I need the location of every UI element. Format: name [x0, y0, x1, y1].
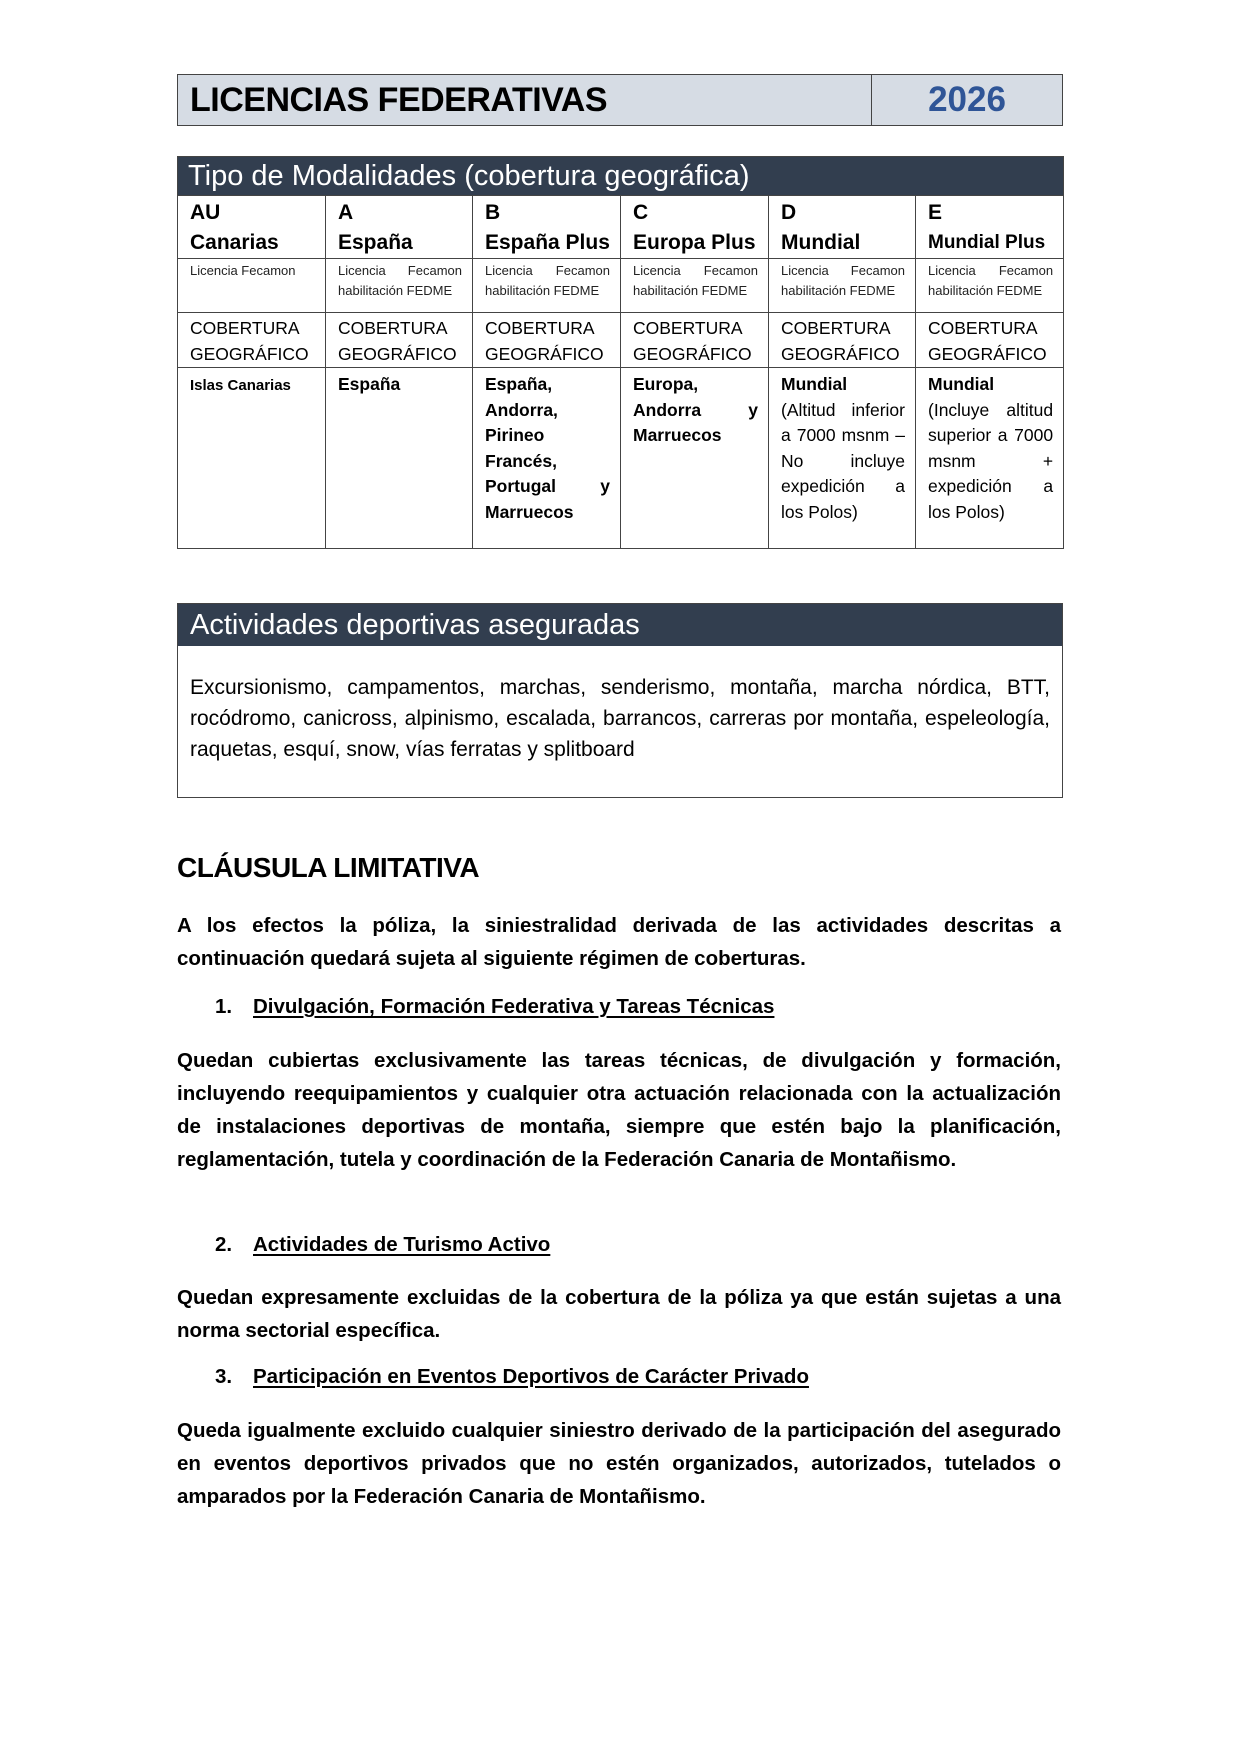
- licencia-cell: Licencia Fecamon habilitación FEDME: [473, 259, 621, 313]
- modality-name: Mundial: [781, 231, 861, 254]
- geo-region: Mundial: [781, 374, 848, 394]
- licencia-cell: Licencia Fecamon habilitación FEDME: [621, 259, 769, 313]
- modality-code: A: [338, 201, 354, 224]
- geo-cell: [473, 368, 621, 549]
- geo-cell: [326, 368, 473, 549]
- cobertura-label: COBERTURA: [485, 318, 595, 338]
- cobertura-label: GEOGRÁFICO: [485, 344, 604, 364]
- geo-detail: (Incluye altitud superior a 7000 msnm + expedición a los Polos): [928, 399, 1054, 522]
- geo-region: España, Andorra, Pirineo Francés, Portugal y Marruecos: [485, 374, 610, 522]
- cobertura-label: COBERTURA: [190, 318, 300, 338]
- cobertura-label: GEOGRÁFICO: [781, 344, 900, 364]
- clausula-title: CLÁUSULA LIMITATIVA: [177, 852, 480, 883]
- cobertura-label: GEOGRÁFICO: [338, 344, 457, 364]
- modality-code: C: [633, 201, 649, 224]
- modality-name: España Plus: [485, 231, 610, 254]
- modalidades-heading: Tipo de Modalidades (cobertura geográfica): [178, 157, 1064, 196]
- cobertura-cell: [178, 313, 326, 368]
- clausula-item-3-text: Queda igualmente excluido cualquier siniestro derivado de la participación del asegurado en eventos deportivos privados que no estén organizados, autorizados, tutelados o amparados por la Federación Canaria de Montañismo.: [177, 1419, 1061, 1508]
- cobertura-cell: [916, 313, 1064, 368]
- modality-a-header: [326, 196, 473, 259]
- cobertura-label: GEOGRÁFICO: [928, 344, 1047, 364]
- list-title: Participación en Eventos Deportivos de Carácter Privado: [253, 1365, 809, 1388]
- cobertura-label: COBERTURA: [781, 318, 891, 338]
- document-year: 2026: [928, 80, 1006, 119]
- licencia-cell: Licencia Fecamon habilitación FEDME: [769, 259, 916, 313]
- cobertura-cell: [769, 313, 916, 368]
- document-title: LICENCIAS FEDERATIVAS: [178, 75, 872, 125]
- modality-header-row: [178, 196, 1064, 259]
- modality-c-header: [621, 196, 769, 259]
- cobertura-label: COBERTURA: [338, 318, 448, 338]
- modality-name: Mundial Plus: [928, 232, 1046, 253]
- modality-d-header: [769, 196, 916, 259]
- modality-code: D: [781, 201, 797, 224]
- geo-detail: (Altitud inferior a 7000 msnm – No incluye expedición a los Polos): [781, 399, 905, 522]
- cobertura-label: GEOGRÁFICO: [190, 344, 309, 364]
- list-title: Actividades de Turismo Activo: [253, 1233, 551, 1256]
- actividades-heading: Actividades deportivas aseguradas: [178, 604, 1062, 646]
- list-title: Divulgación, Formación Federativa y Tareas Técnicas: [253, 995, 775, 1018]
- cobertura-row: [178, 313, 1064, 368]
- cobertura-label: COBERTURA: [633, 318, 743, 338]
- modality-code: AU: [190, 201, 221, 224]
- modality-code: E: [928, 201, 943, 224]
- modality-e-header: [916, 196, 1064, 259]
- actividades-text: Excursionismo, campamentos, marchas, senderismo, montaña, marcha nórdica, BTT, rocódromo, canicross, alpinismo, escalada, barrancos, carreras por montaña, espeleología, raquetas, esquí, snow, vías ferratas y splitboard: [190, 676, 1050, 761]
- document-title-box: [177, 74, 1063, 126]
- modalidades-table: [177, 156, 1064, 549]
- actividades-box: [177, 603, 1063, 798]
- licencia-row: [178, 259, 1064, 313]
- geo-cell: [178, 368, 326, 549]
- geo-cell: [621, 368, 769, 549]
- modality-name: Canarias: [190, 231, 279, 254]
- cobertura-cell: [326, 313, 473, 368]
- clausula-item-2-heading: [215, 1233, 550, 1257]
- clausula-item-2-text: Quedan expresamente excluidas de la cobertura de la póliza ya que están sujetas a una norma sectorial específica.: [177, 1286, 1061, 1342]
- list-number: 3.: [215, 1365, 233, 1388]
- modality-name: Europa Plus: [633, 231, 756, 254]
- clausula-item-3-heading: [215, 1365, 809, 1389]
- licencia-cell: Licencia Fecamon: [178, 259, 326, 313]
- clausula-item-1-heading: [215, 995, 774, 1019]
- clausula-item-1-text: Quedan cubiertas exclusivamente las tareas técnicas, de divulgación y formación, incluyendo reequipamientos y cualquier otra actuación relacionada con la actualización de instalaciones deportivas de montaña, siempre que estén bajo la planificación, reglamentación, tutela y coordinación de la Federación Canaria de Montañismo.: [177, 1049, 1061, 1171]
- cobertura-label: COBERTURA: [928, 318, 1038, 338]
- list-number: 2.: [215, 1233, 233, 1256]
- clausula-intro: A los efectos la póliza, la siniestralidad derivada de las actividades descritas a continuación quedará sujeta al siguiente régimen de coberturas.: [177, 914, 1061, 970]
- geo-region: Mundial: [928, 374, 995, 394]
- geo-region: Islas Canarias: [190, 377, 291, 394]
- modality-code: B: [485, 201, 501, 224]
- geo-region: Europa, Andorra y Marruecos: [633, 374, 758, 445]
- licencia-cell: Licencia Fecamon habilitación FEDME: [326, 259, 473, 313]
- cobertura-cell: [473, 313, 621, 368]
- cobertura-cell: [621, 313, 769, 368]
- modality-b-header: [473, 196, 621, 259]
- modality-name: España: [338, 231, 413, 254]
- geo-cell: [769, 368, 916, 549]
- geo-region: España: [338, 374, 401, 394]
- geo-cell: [916, 368, 1064, 549]
- list-number: 1.: [215, 995, 233, 1018]
- geo-row: [178, 368, 1064, 549]
- modality-au-header: [178, 196, 326, 259]
- licencia-cell: Licencia Fecamon habilitación FEDME: [916, 259, 1064, 313]
- cobertura-label: GEOGRÁFICO: [633, 344, 752, 364]
